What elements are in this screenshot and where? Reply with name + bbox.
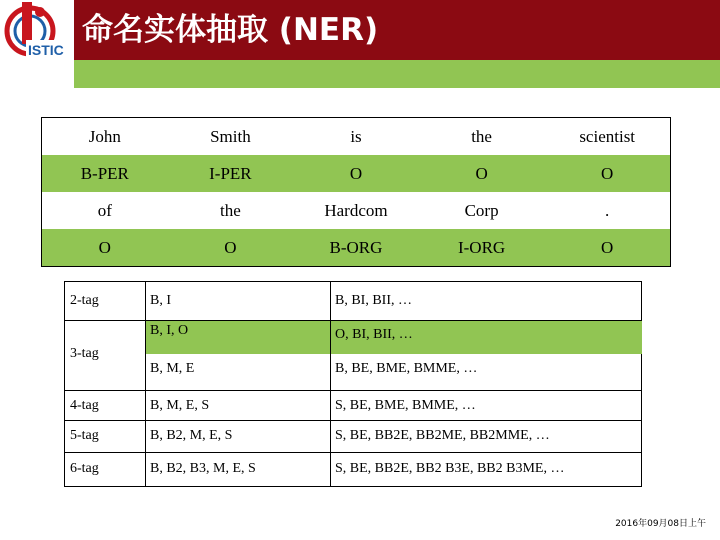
column-divider [330,282,331,486]
column-divider [145,282,146,486]
scheme-tags: B, B2, B3, M, E, S [150,461,256,476]
token-cell: scientist [579,127,636,146]
scheme-tags: B, I [150,293,171,308]
scheme-label: 6-tag [70,461,99,476]
token-cell: the [220,201,241,220]
label-cell: I-PER [209,164,252,183]
scheme-label: 5-tag [70,428,99,443]
token-cell: John [88,127,121,146]
scheme-examples: B, BI, BII, … [335,293,412,308]
scheme-examples: S, BE, BB2E, BB2ME, BB2MME, … [335,428,550,443]
token-cell: . [605,201,610,220]
label-cell: O [601,238,614,257]
token-cell: of [97,201,112,220]
scheme-tags: B, M, E [150,361,195,376]
label-cell: O [98,238,111,257]
label-cell: O [349,164,363,183]
label-cell: B-PER [80,164,129,183]
logo-text: ISTIC [28,42,64,58]
scheme-label: 4-tag [70,398,99,413]
label-row [42,229,670,266]
token-cell: Hardcom [324,201,388,220]
token-row [42,118,670,155]
istic-logo [0,0,74,60]
ner-example-table [41,117,671,267]
row-divider [145,320,642,321]
label-cell: O [224,238,237,257]
row-divider [65,452,642,453]
scheme-label: 3-tag [70,346,99,361]
tagging-scheme-table [64,281,642,487]
token-cell: the [471,127,492,146]
row-divider [65,390,642,391]
label-cell: O [601,164,614,183]
row-divider [65,420,642,421]
token-cell: is [350,127,362,146]
scheme-label: 2-tag [70,293,99,308]
page-title: 命名实体抽取 (NER) [82,12,379,48]
token-cell: Corp [464,201,499,220]
label-cell: O [475,164,488,183]
token-cell: Smith [210,127,251,146]
scheme-examples: S, BE, BME, BMME, … [335,398,476,413]
scheme-examples: S, BE, BB2E, BB2 B3E, BB2 B3ME, … [335,461,565,476]
slide-date: 2016年09月08日上午 [615,519,706,529]
accent-bar [74,60,720,88]
scheme-tags: B, I, O [150,323,189,338]
scheme-tags: B, M, E, S [150,398,210,413]
label-cell: B-ORG [329,238,383,257]
scheme-examples: B, BE, BME, BMME, … [335,361,478,376]
row-divider [65,320,145,321]
scheme-examples: O, BI, BII, … [335,327,413,342]
header-bar [0,0,720,60]
label-row [42,155,670,192]
scheme-tags: B, B2, M, E, S [150,428,233,443]
label-cell: I-ORG [457,238,506,257]
token-row [42,192,670,229]
